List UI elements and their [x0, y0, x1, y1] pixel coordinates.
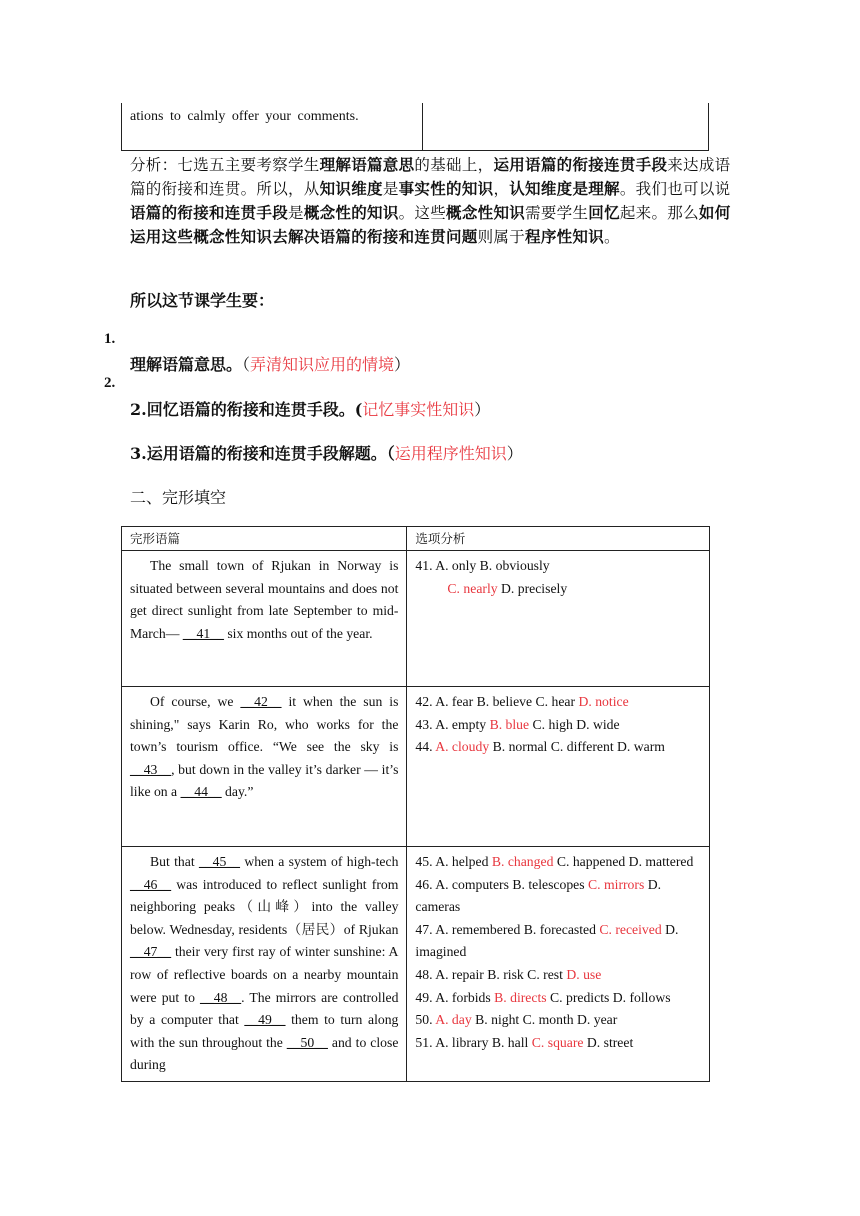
option-46	[415, 874, 701, 919]
text: it when the sun is shining," says Karin Ro, who works for the town’s tourism office. “We see the sky is	[130, 694, 399, 755]
blank: __41__	[182, 625, 224, 641]
paren: ）	[506, 444, 523, 463]
text: , but down in the valley it’s darker — it’s like on a	[130, 761, 399, 800]
goal-highlight: 弄清知识应用的情境	[250, 355, 395, 374]
goal-item-1	[130, 352, 410, 375]
passage-cell	[122, 687, 407, 847]
answer: C. mirrors	[588, 876, 645, 892]
text: 来达成语篇的衔接和连贯。所以，从	[130, 156, 731, 198]
text: 46. A. computers B. telescopes	[415, 876, 589, 892]
option-45	[415, 851, 701, 874]
text: when a system of high-tech	[240, 854, 399, 869]
answer: B. blue	[489, 716, 530, 732]
blank: __48__	[200, 989, 242, 1005]
goal-item-3	[130, 441, 523, 464]
text: 是	[382, 180, 399, 198]
blank: __43__	[130, 761, 172, 777]
text: 43. A. empty	[415, 716, 490, 732]
summary-intro: 所以这节课学生要：	[130, 291, 275, 310]
text: 45. A. helped	[415, 854, 492, 869]
continued-table	[121, 103, 709, 151]
blank: __50__	[286, 1034, 328, 1050]
text: D. imagined	[415, 921, 679, 960]
text: C. high D. wide	[529, 716, 620, 732]
text: The small town of Rjukan in Norway is situated between several mountains and does not get direct sunlight from late September to mid-March—	[130, 558, 399, 641]
table-row	[122, 847, 710, 1082]
text: was introduced to reflect sunlight from neighboring peaks（山峰）into the valley below. Wednesday, residents（居民）of Rjukan	[130, 876, 399, 937]
option-47	[415, 919, 701, 964]
text: 50.	[415, 1012, 436, 1028]
table-row	[122, 687, 710, 847]
goal-highlight: 运用程序性知识	[394, 444, 507, 463]
text: 48. A. repair B. risk C. rest	[415, 966, 567, 982]
option-41-cont	[415, 578, 701, 601]
table-row	[122, 551, 710, 687]
text: D. precisely	[497, 580, 568, 596]
table-header-row	[122, 527, 710, 551]
text: 49. A. forbids	[415, 989, 495, 1005]
option-42	[415, 691, 701, 714]
blank: __45__	[198, 854, 240, 869]
text: 是	[288, 204, 304, 222]
option-43	[415, 714, 701, 737]
options-cell	[407, 847, 710, 1082]
text: 51. A. library B. hall	[415, 1034, 532, 1050]
list-number-1: 1.	[104, 331, 116, 347]
paren: ）	[394, 355, 411, 374]
option-50	[415, 1009, 701, 1032]
bold-text: 理解语篇意思	[319, 155, 415, 174]
text: C. predicts D. follows	[546, 989, 671, 1005]
options-cell	[407, 687, 710, 847]
text: 则属于	[477, 228, 526, 246]
section-title: 二、完形填空	[130, 488, 227, 507]
text: B. normal C. different D. warm	[489, 739, 665, 755]
paren: ）	[474, 400, 491, 419]
table-divider	[422, 103, 423, 150]
answer: C. square	[531, 1034, 584, 1050]
answer: D. notice	[578, 694, 629, 709]
bold-text: 概念性的知识	[303, 203, 399, 222]
answer: B. directs	[494, 989, 547, 1005]
table-cell-text: ations to calmly offer your comments.	[130, 109, 359, 124]
goal-text: 3.运用语篇的衔接和连贯手段解题。（	[130, 444, 395, 463]
bold-text: 回忆	[588, 203, 620, 222]
text: six months out of the year.	[223, 625, 373, 641]
header-passage: 完形语篇	[122, 527, 407, 551]
text: B. night C. month D. year	[471, 1012, 618, 1028]
blank: __44__	[180, 784, 222, 800]
text: . The mirrors are controlled by a computer that	[130, 989, 399, 1028]
text: 47. A. remembered B. forecasted	[415, 921, 600, 937]
bold-text: 知识维度	[319, 179, 383, 198]
text: 。这些	[398, 204, 447, 222]
answer: B. changed	[491, 854, 554, 869]
text: 分析：七选五主要考察学生	[130, 156, 320, 174]
text: 44.	[415, 739, 436, 755]
text: 41. A. only B. obviously	[415, 558, 550, 573]
options-cell	[407, 551, 710, 687]
bold-text: 如何运用这些概念性知识去解决语篇的衔接和连贯问题	[130, 203, 731, 246]
answer: D. use	[566, 966, 602, 982]
header-options: 选项分析	[407, 527, 710, 551]
cloze-table	[121, 526, 710, 1082]
blank: __47__	[130, 944, 172, 960]
blank: __46__	[130, 876, 172, 892]
goal-highlight: 记忆事实性知识	[362, 400, 475, 419]
analysis-paragraph	[130, 153, 732, 249]
option-44	[415, 736, 701, 759]
goal-item-2	[130, 397, 490, 420]
text: 。我们也可以说	[619, 180, 731, 198]
option-48	[415, 964, 701, 987]
text: and to close during	[130, 1034, 399, 1073]
bold-text: 运用语篇的衔接连贯手段	[493, 155, 668, 174]
bold-text: 概念性知识	[446, 203, 526, 222]
text: 需要学生	[525, 204, 589, 222]
text: D. cameras	[415, 876, 662, 915]
text: C. happened D. mattered	[553, 854, 694, 869]
passage-cell	[122, 551, 407, 687]
text: 。	[604, 228, 620, 246]
option-51	[415, 1032, 701, 1055]
text: 起来。那么	[619, 204, 699, 222]
bold-text: 语篇的衔接和连贯手段	[130, 203, 289, 222]
text: their very first ray of winter sunshine: A row of reflective boards on a nearby mountain were put to	[130, 944, 399, 1005]
paren: （	[242, 355, 251, 374]
goal-text: 理解语篇意思。	[130, 355, 243, 374]
text: day.”	[221, 784, 254, 800]
text: ，	[493, 180, 510, 198]
goal-text: 2.回忆语篇的衔接和连贯手段。(	[130, 400, 363, 419]
bold-text: 程序性知识	[525, 227, 605, 246]
text: D. street	[583, 1034, 634, 1050]
answer: C. nearly	[447, 580, 498, 596]
blank: __42__	[240, 694, 282, 709]
blank: __49__	[244, 1012, 286, 1028]
text: But that	[150, 854, 199, 869]
text: Of course, we	[150, 694, 241, 709]
text: 的基础上，	[414, 156, 494, 174]
answer: A. cloudy	[435, 739, 490, 755]
bold-text: 认知维度是理解	[509, 179, 620, 198]
answer: A. day	[435, 1012, 472, 1028]
option-49	[415, 987, 701, 1010]
text: them to turn along with the sun throughout the	[130, 1012, 399, 1050]
passage-cell	[122, 847, 407, 1082]
option-41	[415, 555, 701, 578]
bold-text: 事实性的知识	[398, 179, 494, 198]
answer: C. received	[599, 921, 662, 937]
list-number-2: 2.	[104, 375, 116, 391]
text: 42. A. fear B. believe C. hear	[415, 694, 579, 709]
